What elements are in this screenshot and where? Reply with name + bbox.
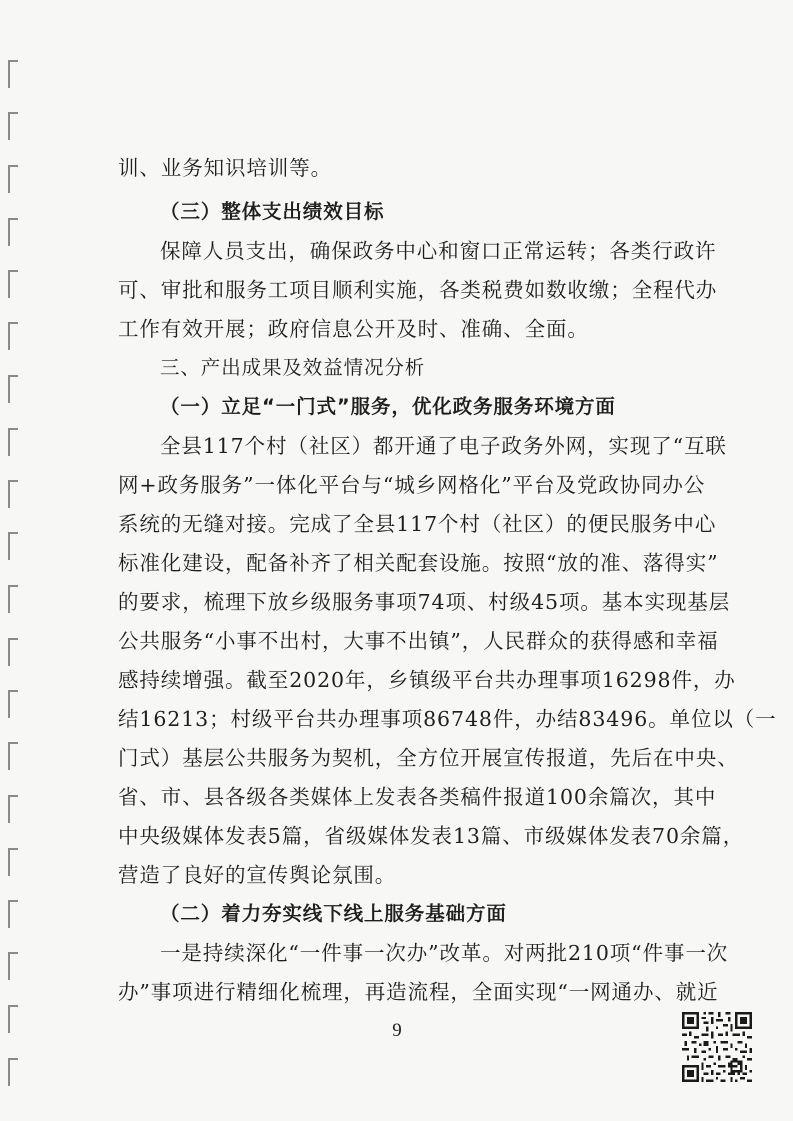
binding-mark bbox=[8, 690, 18, 718]
body-line: 省、市、县各级各类媒体上发表各类稿件报道100余篇次，其中 bbox=[118, 785, 717, 809]
binding-marks bbox=[8, 0, 38, 1121]
binding-mark bbox=[8, 112, 18, 140]
body-line: 一是持续深化“一件事一次办”改革。对两批210项“件事一次 bbox=[160, 941, 729, 965]
binding-mark bbox=[8, 1005, 18, 1033]
body-line: 标准化建设，配备补齐了相关配套设施。按照“放的准、落得实” bbox=[118, 551, 719, 575]
body-line: 可、审批和服务工项目顺利实施，各类税费如数收缴；全程代办 bbox=[118, 278, 718, 302]
binding-mark bbox=[8, 1058, 18, 1086]
binding-mark bbox=[8, 585, 18, 613]
body-line: 门式）基层公共服务为契机，全方位开展宣传报道，先后在中央、 bbox=[118, 746, 739, 770]
body-line: 结16213；村级平台共办理事项86748件，办结83496。单位以（一 bbox=[118, 707, 777, 731]
body-line: 系统的无缝对接。完成了全县117个村（社区）的便民服务中心 bbox=[118, 512, 717, 536]
binding-mark bbox=[8, 900, 18, 928]
binding-mark bbox=[8, 322, 18, 350]
binding-mark bbox=[8, 480, 18, 508]
body-line: 的要求，梳理下放乡级服务事项74项、村级45项。基本实现基层 bbox=[118, 590, 731, 614]
body-line: 公共服务“小事不出村，大事不出镇”，人民群众的获得感和幸福 bbox=[118, 629, 719, 653]
section-heading-2: （二）着力夯实线下线上服务基础方面 bbox=[160, 902, 507, 925]
binding-mark bbox=[8, 375, 18, 403]
binding-mark bbox=[8, 428, 18, 456]
binding-mark bbox=[8, 742, 18, 770]
binding-mark bbox=[8, 218, 18, 246]
body-line: 网+政务服务”一体化平台与“城乡网格化”平台及党政协同办公 bbox=[118, 473, 706, 497]
body-line: 训、业务知识培训等。 bbox=[118, 156, 332, 180]
body-line: 保障人员支出，确保政务中心和窗口正常运转；各类行政许 bbox=[160, 239, 717, 263]
binding-mark bbox=[8, 60, 18, 88]
binding-mark bbox=[8, 532, 18, 560]
binding-mark bbox=[8, 638, 18, 666]
body-line: 全县117个村（社区）都开通了电子政务外网，实现了“互联 bbox=[160, 434, 727, 458]
body-line: 工作有效开展；政府信息公开及时、准确、全面。 bbox=[118, 317, 589, 341]
binding-mark bbox=[8, 795, 18, 823]
body-line: 营造了良好的宣传舆论氛围。 bbox=[118, 863, 397, 887]
binding-mark bbox=[8, 270, 18, 298]
section-heading-3: （三）整体支出绩效目标 bbox=[160, 200, 385, 223]
qr-code-icon bbox=[682, 1012, 752, 1082]
binding-mark bbox=[8, 848, 18, 876]
chapter-heading: 三、产出成果及效益情况分析 bbox=[160, 356, 426, 379]
binding-mark bbox=[8, 165, 18, 193]
page-number: 9 bbox=[392, 1020, 402, 1041]
body-line: 办”事项进行精细化梳理，再造流程，全面实现“一网通办、就近 bbox=[118, 980, 719, 1004]
body-line: 中央级媒体发表5篇，省级媒体发表13篇、市级媒体发表70余篇， bbox=[118, 824, 745, 848]
body-line: 感持续增强。截至2020年，乡镇级平台共办理事项16298件，办 bbox=[118, 668, 736, 692]
binding-mark bbox=[8, 952, 18, 980]
section-heading-1: （一）立足“一门式”服务，优化政务服务环境方面 bbox=[160, 395, 616, 418]
